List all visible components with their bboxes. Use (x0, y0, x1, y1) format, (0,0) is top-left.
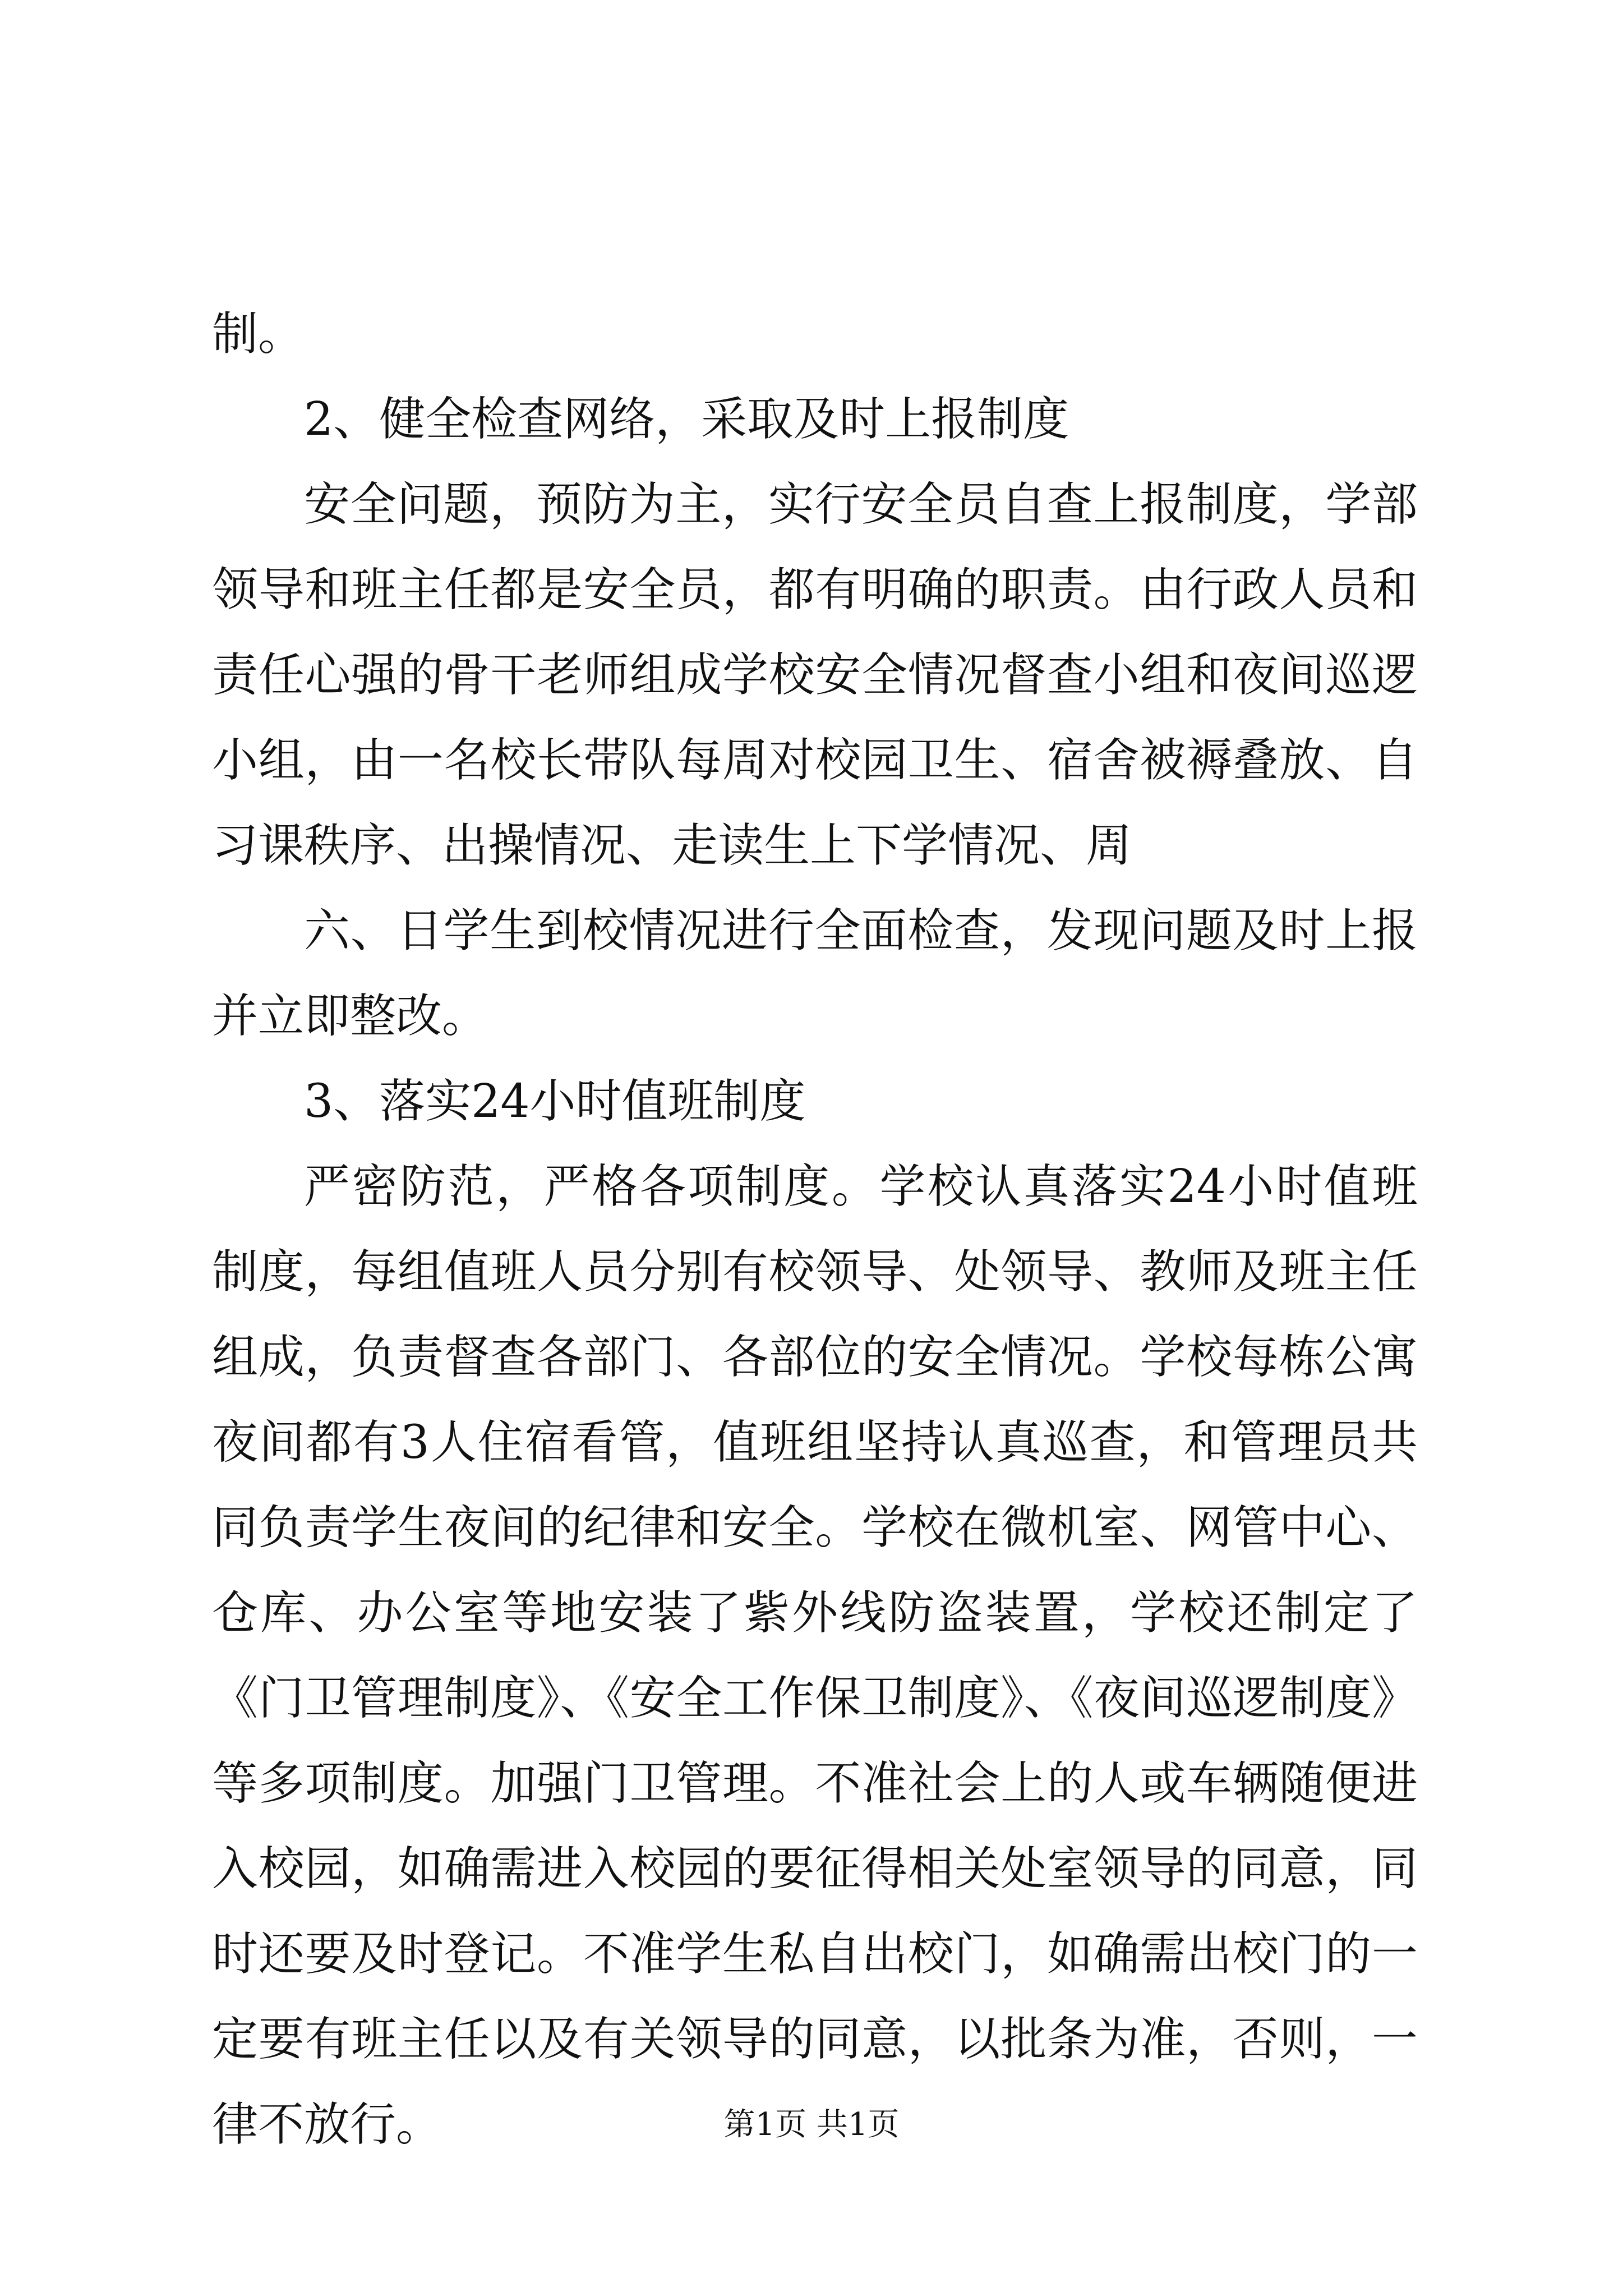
paragraph-3: 安全问题，预防为主，实行安全员自查上报制度，学部领导和班主任都是安全员，都有明确的职责。由行政人员和责任心强的骨干老师组成学校安全情况督查小组和夜间巡逻小组，由一名校长带队每周对校园卫生、宿舍被褥叠放、自习课秩序、出操情况、走读生上下学情况、周 (212, 478, 1418, 872)
paragraph-1: 制。 (212, 307, 305, 361)
paragraph-4: 六、日学生到校情况进行全面检查，发现问题及时上报并立即整改。 (212, 904, 1418, 1043)
page-number-label: 第1页 共1页 (723, 2106, 900, 2143)
paragraph-6: 严密防范，严格各项制度。学校认真落实24小时值班制度，每组值班人员分别有校领导、处领导、教师及班主任组成，负责督查各部门、各部位的安全情况。学校每栋公寓夜间都有3人住宿看管，值班组坚持认真巡查，和管理员共同负责学生夜间的纪律和安全。学校在微机室、网管中心、仓库、办公室等地安装了紫外线防盗装置，学校还制定了《门卫管理制度》、《安全工作保卫制度》、《夜间巡逻制度》等多项制度。加强门卫管理。不准社会上的人或车辆随便进入校园，如确需进入校园的要征得相关处室领导的同意，同时还要及时登记。不准学生私自出校门，如确需出校门的一定要有班主任以及有关领导的同意，以批条为准，否则，一律不放行。 (212, 1160, 1418, 2151)
paragraph-2-heading: 2、健全检查网络，采取及时上报制度 (304, 393, 1069, 446)
page-footer (0, 2102, 1623, 2147)
paragraph-5-heading: 3、落实24小时值班制度 (304, 1075, 806, 1128)
document-body (212, 292, 1418, 2168)
